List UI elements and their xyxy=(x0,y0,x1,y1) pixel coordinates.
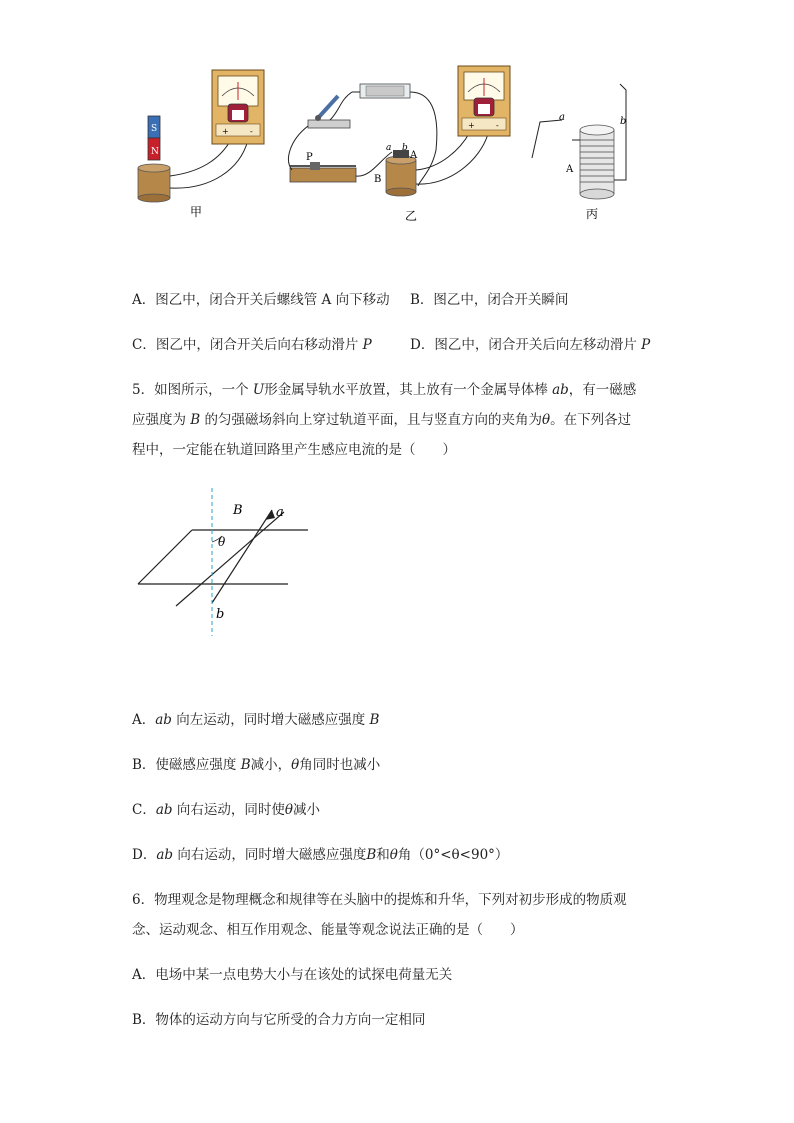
q6-stem-line2: 念、运动观念、相互作用观念、能量等观念说法正确的是（ ） xyxy=(132,922,524,938)
label-b-right: b xyxy=(620,116,627,127)
q5-stem-line1: 5．如图所示，一个 U形金属导轨水平放置，其上放有一个金属导体棒 ab，有一磁感 xyxy=(132,382,637,398)
q4-option-c xyxy=(132,335,372,355)
galvanometer-jia xyxy=(212,70,264,144)
label-a-mid: a xyxy=(386,143,392,153)
q4-option-c-var: P xyxy=(362,337,372,353)
q4-option-b-text: B．图乙中，闭合开关瞬间 xyxy=(410,292,569,308)
conductor-ab xyxy=(176,512,284,606)
galvanometer-yi xyxy=(458,66,510,136)
coil-bing xyxy=(532,84,626,199)
fig-label-b-rod: b xyxy=(216,607,225,622)
caption-yi: 乙 xyxy=(405,209,418,223)
label-A-mid: A xyxy=(410,150,418,161)
q5-option-d: D．ab 向右运动，同时增大磁感应强度B和θ角（0°<θ<90°） xyxy=(132,847,509,863)
q5-option-c: C．ab 向右运动，同时使θ减小 xyxy=(132,802,320,818)
q6-stem-line1: 6．物理观念是物理概念和规律等在头脑中的提炼和升华，下列对初步形成的物质观 xyxy=(132,892,627,908)
field-arrowhead xyxy=(265,510,275,520)
q5-stem-line2: 应强度为 B 的匀强磁场斜向上穿过轨道平面，且与竖直方向的夹角为θ。在下列各过 xyxy=(132,412,632,428)
fig-label-theta: θ xyxy=(218,535,226,549)
label-A-right: A xyxy=(566,164,574,175)
meter-minus-yi: - xyxy=(496,121,499,130)
meter-minus-jia: - xyxy=(250,127,253,136)
q6-option-b: B．物体的运动方向与它所受的合力方向一定相同 xyxy=(132,1012,426,1028)
q6-option-a: A．电场中某一点电势大小与在该处的试探电荷量无关 xyxy=(132,967,453,983)
label-p: P xyxy=(306,152,313,163)
q5-option-a: A．ab 向左运动，同时增大磁感应强度 B xyxy=(132,712,380,728)
caption-jia: 甲 xyxy=(190,205,203,219)
q4-option-a xyxy=(132,290,390,310)
q4-option-d xyxy=(410,335,650,355)
magnet-n-label: N xyxy=(151,147,159,157)
meter-plus-jia: + xyxy=(222,127,229,136)
q4-option-a-text: A．图乙中，闭合开关后螺线管 A 向下移动 xyxy=(132,292,390,308)
magnet-s-label: S xyxy=(151,124,158,134)
fig-label-b-field: B xyxy=(233,503,243,518)
caption-bing: 丙 xyxy=(586,207,599,221)
bar-magnet xyxy=(148,116,160,160)
label-B-mid: B xyxy=(374,174,382,185)
switch xyxy=(308,92,352,128)
meter-plus-yi: + xyxy=(468,121,475,130)
q4-option-d-var: P xyxy=(641,337,651,353)
induction-experiment-figure xyxy=(0,0,794,240)
label-a-right: a xyxy=(559,112,565,123)
fig-label-a: a xyxy=(276,505,284,520)
field-arrow-b xyxy=(212,510,272,603)
q4-option-c-text: C．图乙中，闭合开关后向右移动滑片 xyxy=(132,337,363,353)
q5-stem-line3: 程中，一定能在轨道回路里产生感应电流的是（ ） xyxy=(132,442,456,458)
q4-option-b xyxy=(410,290,568,310)
q5-option-b: B．使磁感应强度 B减小，θ角同时也减小 xyxy=(132,757,381,773)
q4-option-d-text: D．图乙中，闭合开关后向左移动滑片 xyxy=(410,337,642,353)
rail-left xyxy=(138,530,192,584)
label-b-mid: b xyxy=(402,143,408,153)
